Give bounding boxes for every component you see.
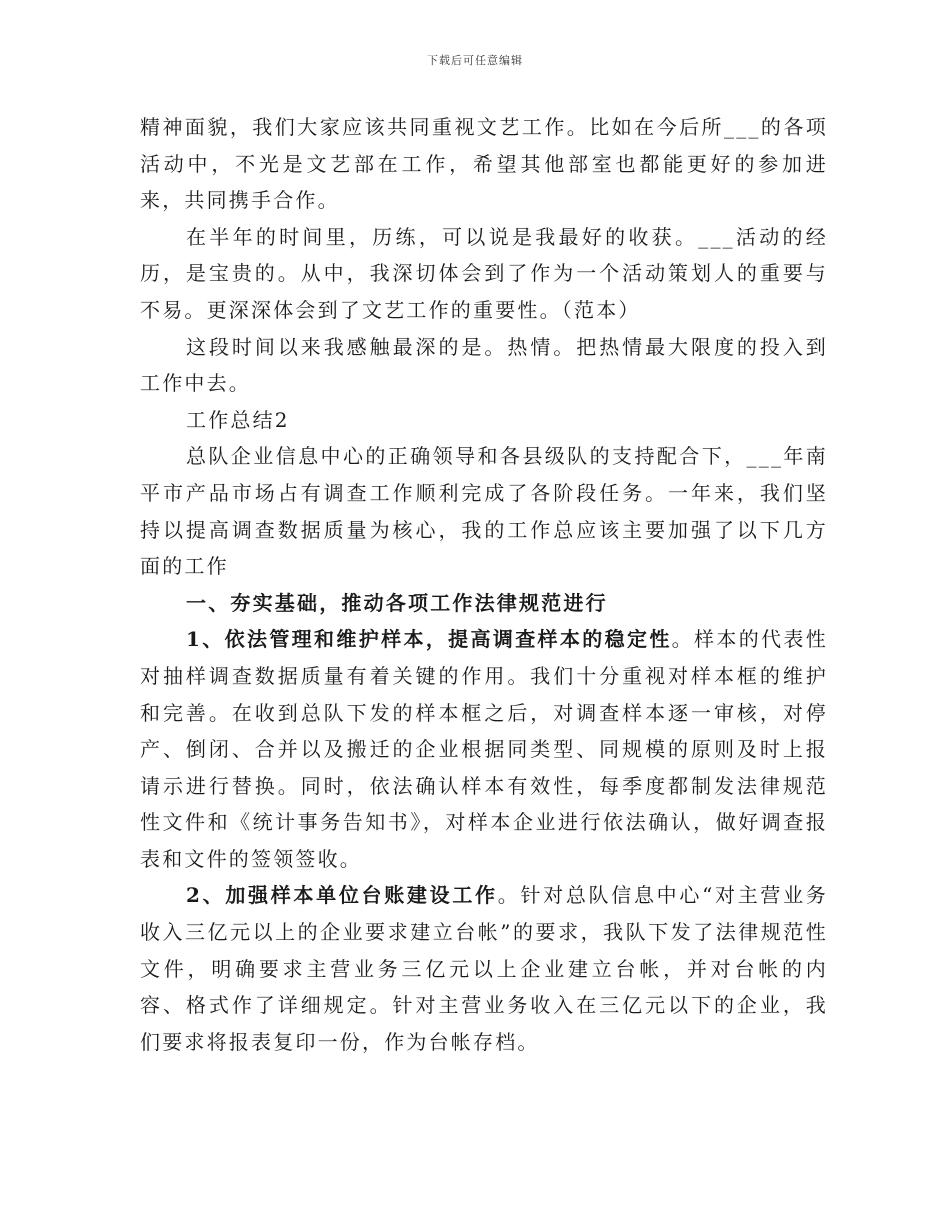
paragraph-7-body: 。针对总队信息中心“对主营业务收入三亿元以上的企业要求建立台帐”的要求，我队下发了法律规范性文件，明确要求主营业务三亿元以上企业建立台帐，并对台帐的内容、格式作了详细规定。针对主营业务收入在三亿元以下的企业，我们要求将报表复印一份，作为台帐存档。 <box>140 883 828 1054</box>
document-body <box>140 109 828 1060</box>
paragraph-6 <box>140 621 828 877</box>
paragraph-7-lead: 2、加强样本单位台账建设工作 <box>186 883 498 908</box>
paragraph-6-lead: 1、依法管理和维护样本，提高调查样本的稳定性 <box>186 627 672 652</box>
paragraph-6-body: 。样本的代表性对抽样调查数据质量有着关键的作用。我们十分重视对样本框的维护和完善。在收到总队下发的样本框之后，对调查样本逐一审核，对停产、倒闭、合并以及搬迁的企业根据同类型、同规模的原则及时上报请示进行替换。同时，依法确认样本有效性，每季度都制发法律规范性文件和《统计事务告知书》，对样本企业进行依法确认，做好调查报表和文件的签领签收。 <box>140 627 828 871</box>
paragraph-2: 在半年的时间里，历练，可以说是我最好的收获。___活动的经历，是宝贵的。从中，我深切体会到了作为一个活动策划人的重要与不易。更深深体会到了文艺工作的重要性。（范本） <box>140 224 828 322</box>
paragraph-1: 精神面貌，我们大家应该共同重视文艺工作。比如在今后所___的各项活动中，不光是文艺部在工作，希望其他部室也都能更好的参加进来，共同携手合作。 <box>140 115 828 213</box>
page-header: 下载后可任意编辑 <box>427 54 523 67</box>
paragraph-3: 这段时间以来我感触最深的是。热情。把热情最大限度的投入到工作中去。 <box>140 334 828 396</box>
heading-1: 一、夯实基础，推动各项工作法律规范进行 <box>186 590 608 615</box>
paragraph-7 <box>140 877 828 1060</box>
section-title: 工作总结2 <box>186 407 290 432</box>
paragraph-5: 总队企业信息中心的正确领导和各县级队的支持配合下，___年南平市产品市场占有调查工作顺利完成了各阶段任务。一年来，我们坚持以提高调查数据质量为核心，我的工作总应该主要加强了以下几方面的工作 <box>140 444 828 579</box>
